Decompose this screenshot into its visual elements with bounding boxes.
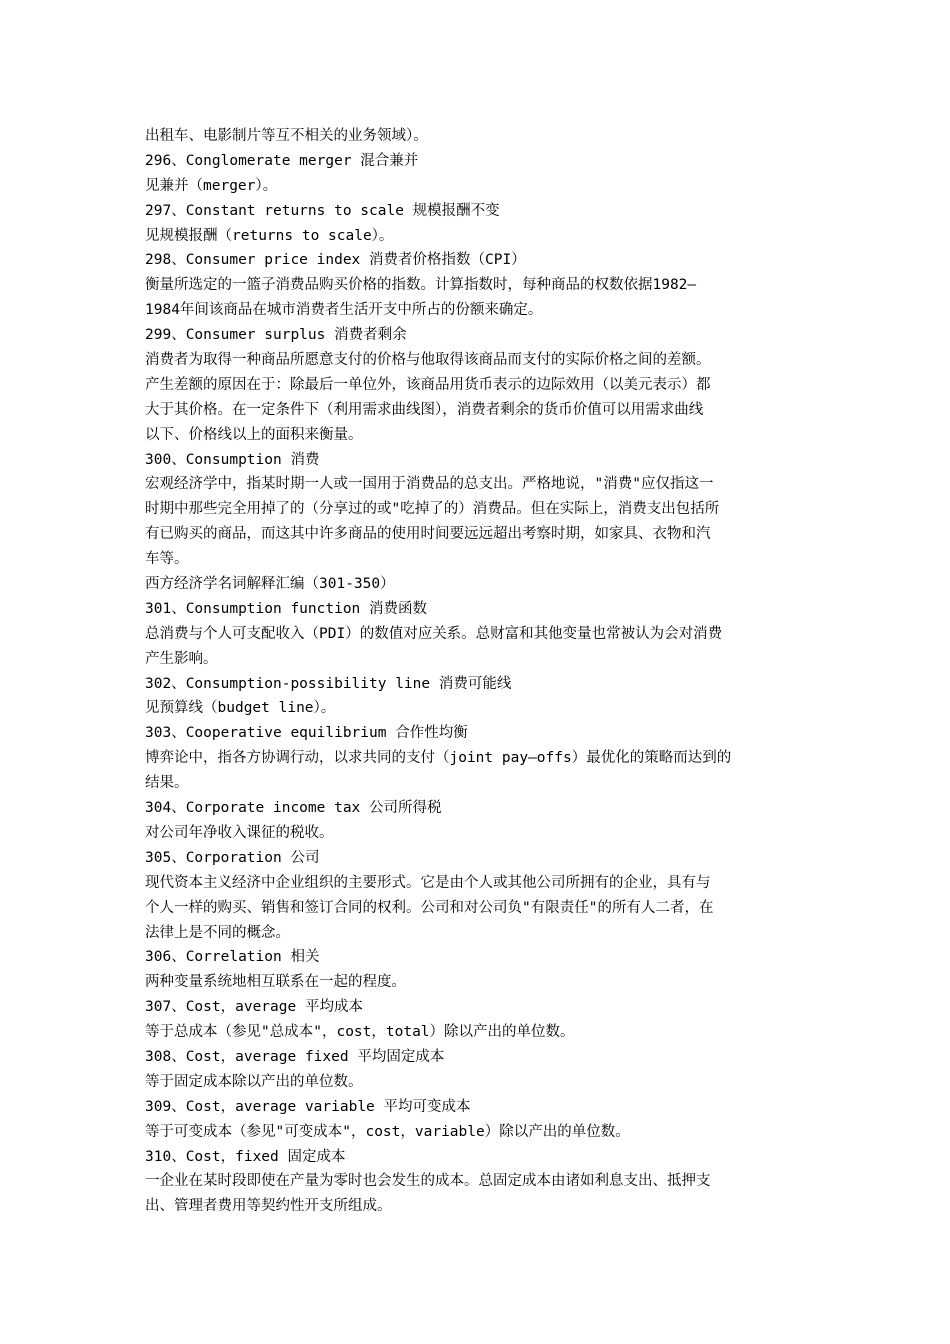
term-heading-309: 309、Cost，average variable 平均可变成本: [145, 1098, 471, 1115]
text-line: 见兼并（merger）。: [145, 177, 278, 194]
text-line: 等于可变成本（参见"可变成本"，cost，variable）除以产出的单位数。: [145, 1123, 630, 1140]
text-line: 对公司年净收入课征的税收。: [145, 824, 334, 841]
text-line: 一企业在某时段即使在产量为零时也会发生的成本。总固定成本由诸如利息支出、抵押支: [145, 1173, 711, 1190]
text-line: 车等。: [145, 551, 189, 568]
text-line: 1984年间该商品在城市消费者生活开支中所占的份额来确定。: [145, 302, 543, 319]
term-heading-298: 298、Consumer price index 消费者价格指数（CPI）: [145, 252, 526, 269]
text-line: 总消费与个人可支配收入（PDI）的数值对应关系。总财富和其他变量也常被认为会对消费: [145, 625, 723, 642]
term-heading-301: 301、Consumption function 消费函数: [145, 600, 428, 617]
text-line: 现代资本主义经济中企业组织的主要形式。它是由个人或其他公司所拥有的企业，具有与: [145, 874, 711, 891]
term-heading-302: 302、Consumption-possibility line 消费可能线: [145, 675, 512, 692]
text-line: 等于固定成本除以产出的单位数。: [145, 1073, 363, 1090]
text-line: 衡量所选定的一篮子消费品购买价格的指数。计算指数时，每种商品的权数依据1982—: [145, 277, 697, 294]
term-heading-310: 310、Cost，fixed 固定成本: [145, 1148, 346, 1165]
text-line: 以下、价格线以上的面积来衡量。: [145, 426, 363, 443]
term-heading-308: 308、Cost，average fixed 平均固定成本: [145, 1048, 445, 1065]
text-line: 有已购买的商品，而这其中许多商品的使用时间要远远超出考察时期，如家具、衣物和汽: [145, 526, 711, 543]
text-line: 宏观经济学中，指某时期一人或一国用于消费品的总支出。严格地说，"消费"应仅指这一: [145, 476, 714, 493]
term-heading-299: 299、Consumer surplus 消费者剩余: [145, 327, 407, 344]
text-line: 产生影响。: [145, 650, 218, 667]
text-line: 大于其价格。在一定条件下（利用需求曲线图），消费者剩余的货币价值可以用需求曲线: [145, 401, 704, 418]
term-heading-306: 306、Correlation 相关: [145, 949, 320, 966]
text-line: 博弈论中，指各方协调行动，以求共同的支付（joint pay—offs）最优化的策略而达到的: [145, 750, 732, 767]
text-line: 结果。: [145, 775, 189, 792]
term-heading-304: 304、Corporate income tax 公司所得税: [145, 800, 442, 817]
text-line: 法律上是不同的概念。: [145, 924, 290, 941]
text-line: 个人一样的购买、销售和签订合同的权利。公司和对公司负"有限责任"的所有人二者，在: [145, 899, 714, 916]
document-page: [145, 124, 815, 1219]
text-line: 见预算线（budget line）。: [145, 700, 336, 717]
term-heading-305: 305、Corporation 公司: [145, 849, 320, 866]
text-line: 两种变量系统地相互联系在一起的程度。: [145, 974, 406, 991]
term-heading-297: 297、Constant returns to scale 规模报酬不变: [145, 202, 500, 219]
text-line: 出租车、电影制片等互不相关的业务领域）。: [145, 128, 428, 144]
term-heading-303: 303、Cooperative equilibrium 合作性均衡: [145, 725, 468, 742]
text-line: 见规模报酬（returns to scale）。: [145, 227, 394, 244]
term-heading-300: 300、Consumption 消费: [145, 451, 320, 468]
section-title: 西方经济学名词解释汇编（301-350）: [145, 576, 395, 593]
term-heading-307: 307、Cost，average 平均成本: [145, 999, 363, 1016]
text-line: 出、管理者费用等契约性开支所组成。: [145, 1198, 392, 1215]
term-heading-296: 296、Conglomerate merger 混合兼并: [145, 152, 419, 169]
text-line: 等于总成本（参见"总成本"，cost，total）除以产出的单位数。: [145, 1024, 575, 1041]
text-line: 产生差额的原因在于：除最后一单位外，该商品用货币表示的边际效用（以美元表示）都: [145, 376, 711, 393]
text-line: 时期中那些完全用掉了的（分享过的或"吃掉了的）消费品。但在实际上，消费支出包括所: [145, 501, 720, 518]
text-line: 消费者为取得一种商品所愿意支付的价格与他取得该商品而支付的实际价格之间的差额。: [145, 352, 711, 369]
